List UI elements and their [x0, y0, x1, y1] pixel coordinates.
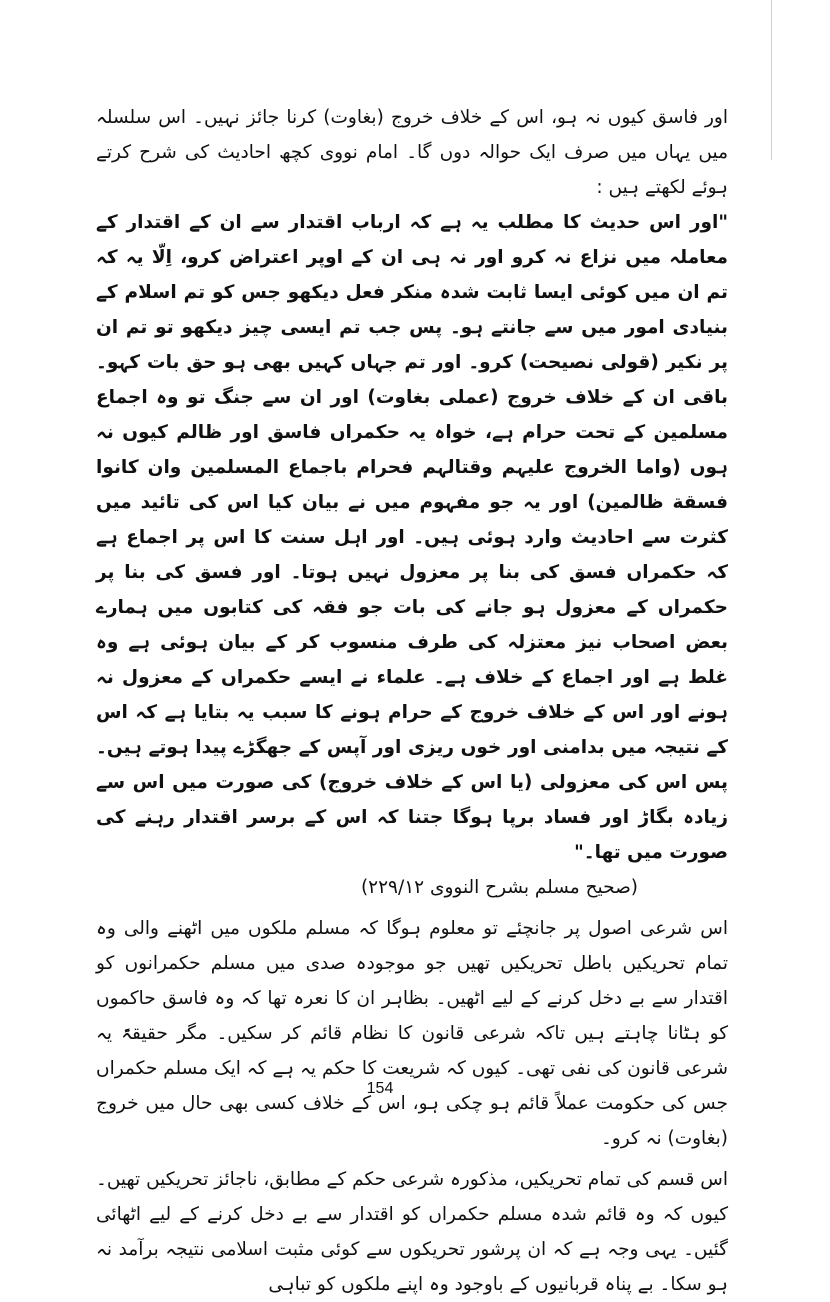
citation-line	[96, 870, 728, 905]
citation: (صحیح مسلم بشرح النووی ۲۲۹/۱۲)	[360, 877, 638, 898]
scan-edge-line	[771, 0, 772, 160]
paragraph-intro: اور فاسق کیوں نہ ہو، اس کے خلاف خروج (بغاوت) کرنا جائز نہیں۔ اس سلسلہ میں یہاں میں صرف ایک حوالہ دوں گا۔ امام نووی کچھ احادیث کی شرح کرتے ہوئے لکھتے ہیں :	[96, 107, 728, 198]
paragraph-quotation: "اور اس حدیث کا مطلب یہ ہے کہ ارباب اقتدار سے ان کے اقتدار کے معاملہ میں نزاع نہ کرو اور نہ ہی ان کے اوپر اعتراض کرو، اِلّا یہ کہ تم ان میں کوئی ایسا ثابت شدہ منکر فعل دیکھو جس کو تم اسلام کے بنیادی امور میں سے جانتے ہو۔ پس جب تم ایسی چیز دیکھو تو تم ان پر نکیر (قولی نصیحت) کرو۔ اور تم جہاں کہیں بھی ہو حق بات کہو۔ باقی ان کے خلاف خروج (عملی بغاوت) اور ان سے جنگ تو وہ اجماع مسلمین کے تحت حرام ہے، خواہ یہ حکمراں فاسق اور ظالم کیوں نہ ہوں (واما الخروج علیہم وقتالہم فحرام باجماع المسلمین وان کانوا فسقة ظالمین) اور یہ جو مفہوم میں نے بیان کیا اس کی تائید میں کثرت سے احادیث وارد ہوئی ہیں۔ اور اہل سنت کا اس پر اجماع ہے کہ حکمراں فسق کی بنا پر معزول نہیں ہوتا۔ اور فسق کی بنا پر حکمراں کے معزول ہو جانے کی بات جو فقہ کی کتابوں میں ہمارے بعض اصحاب نیز معتزلہ کی طرف منسوب کر کے بیان ہوئی ہے وہ غلط ہے اور اجماع کے خلاف ہے۔ علماء نے ایسے حکمراں کے معزول نہ ہونے اور اس کے خلاف خروج کے حرام ہونے کا سبب یہ بتایا ہے کہ اس کے نتیجہ میں بدامنی اور خوں ریزی اور آپس کے جھگڑے پیدا ہوتے ہیں۔ پس اس کی معزولی (یا اس کے خلاف خروج) کی صورت میں اس سے زیادہ بگاڑ اور فساد برپا ہوگا جتنا کہ اس کے برسر اقتدار رہنے کی صورت میں تھا۔"	[96, 212, 728, 863]
paragraph-movements: اس قسم کی تمام تحریکیں، مذکورہ شرعی حکم کے مطابق، ناجائز تحریکیں تھیں۔ کیوں کہ وہ قائم شدہ مسلم حکمراں کو اقتدار سے بے دخل کرنے کے لیے اٹھائی گئیں۔ یہی وجہ ہے کہ ان پرشور تحریکوں سے کوئی مثبت اسلامی نتیجہ برآمد نہ ہو سکا۔ بے پناہ قربانیوں کے باوجود وہ اپنے ملکوں کو تباہی	[96, 1169, 728, 1295]
page-body	[96, 100, 728, 1302]
page-number: 154	[366, 1080, 394, 1097]
paragraph-principle: اس شرعی اصول پر جانچئے تو معلوم ہوگا کہ مسلم ملکوں میں اٹھنے والی وہ تمام تحریکیں باطل تحریکیں تھیں جو موجودہ صدی میں مسلم حکمرانوں کو اقتدار سے بے دخل کرنے کے لیے اٹھیں۔ بظاہر ان کا نعرہ تھا کہ وہ فاسق حاکموں کو ہٹانا چاہتے ہیں تاکہ شرعی قانون کا نظام قائم کر سکیں۔ مگر حقیقۃً یہ شرعی قانون کی نفی تھی۔ کیوں کہ شریعت کا حکم یہ ہے کہ ایک مسلم حکمراں جس کی حکومت عملاً قائم ہو چکی ہو، اس کے خلاف کسی بھی حال میں خروج (بغاوت) نہ کرو۔	[96, 918, 728, 1149]
